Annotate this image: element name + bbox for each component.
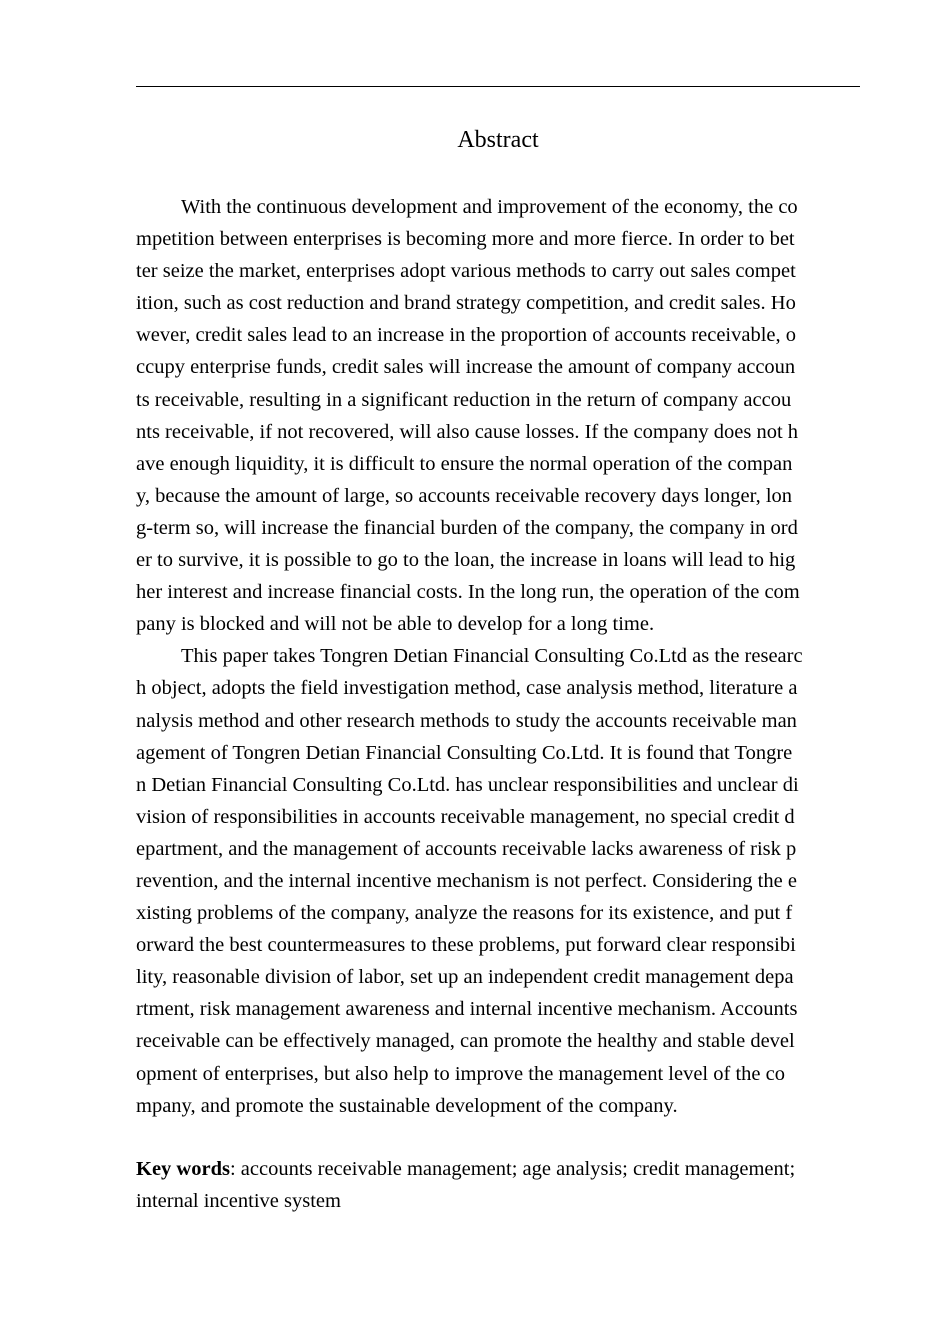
paragraph-line: pany is blocked and will not be able to develop for a long time. [136,613,655,636]
paragraph-line: rtment, risk management awareness and internal incentive mechanism. Accounts [136,998,798,1021]
paragraph-line: xisting problems of the company, analyze the reasons for its existence, and put f [136,902,793,925]
paragraph-line: her interest and increase financial costs. In the long run, the operation of the com [136,581,800,604]
paragraph-line: lity, reasonable division of labor, set up an independent credit management depa [136,966,794,989]
paragraph-line: agement of Tongren Detian Financial Consulting Co.Ltd. It is found that Tongre [136,741,793,764]
paragraph-line: n Detian Financial Consulting Co.Ltd. has unclear responsibilities and unclear di [136,773,799,796]
header-rule [136,86,860,87]
paragraph-line: With the continuous development and improvement of the economy, the co [181,196,798,218]
paragraph-line: er to survive, it is possible to go to the loan, the increase in loans will lead to hig [136,549,796,572]
paragraph-line: receivable can be effectively managed, can promote the healthy and stable devel [136,1030,795,1053]
paragraph-line: nts receivable, if not recovered, will also cause losses. If the company does not h [136,420,799,443]
keywords-text: accounts receivable management; age analysis; credit management; [235,1158,796,1180]
keywords-line [136,1153,860,1185]
keywords-line: internal incentive system [136,1190,341,1213]
paragraph-line: ccupy enterprise funds, credit sales will increase the amount of company accoun [136,356,796,379]
paragraph-line: y, because the amount of large, so accounts receivable recovery days longer, lon [136,484,793,507]
paragraph-line: wever, credit sales lead to an increase in the proportion of accounts receivable, o [136,324,797,347]
paragraph-line: epartment, and the management of accounts receivable lacks awareness of risk p [136,837,797,860]
paragraph-line: ter seize the market, enterprises adopt various methods to carry out sales compet [136,260,796,283]
abstract-body [136,191,860,1122]
paragraph-line: orward the best countermeasures to these problems, put forward clear responsibi [136,934,796,957]
paragraph-line: g-term so, will increase the financial burden of the company, the company in ord [136,516,798,539]
page-title: Abstract [457,127,539,153]
paragraph-line: h object, adopts the field investigation method, case analysis method, literature a [136,677,798,700]
keywords-label: Key words [136,1158,230,1180]
paragraph-line: ts receivable, resulting in a significant reduction in the return of company accou [136,388,792,411]
paragraph-line: mpany, and promote the sustainable development of the company. [136,1094,678,1117]
paragraph-line: vision of responsibilities in accounts receivable management, no special credit d [136,805,795,828]
keywords-section [136,1153,860,1217]
paragraph-line: This paper takes Tongren Detian Financial Consulting Co.Ltd as the researc [181,645,803,668]
paragraph-line: opment of enterprises, but also help to improve the management level of the co [136,1062,785,1085]
paragraph-line: ave enough liquidity, it is difficult to ensure the normal operation of the compan [136,452,793,475]
paragraph-line: nalysis method and other research methods to study the accounts receivable man [136,709,797,732]
keywords-separator: : [229,1158,236,1180]
paragraph-line: ition, such as cost reduction and brand strategy competition, and credit sales. Ho [136,292,796,315]
paragraph-line: revention, and the internal incentive mechanism is not perfect. Considering the e [136,869,797,892]
paragraph-line: mpetition between enterprises is becoming more and more fierce. In order to bet [136,228,795,251]
